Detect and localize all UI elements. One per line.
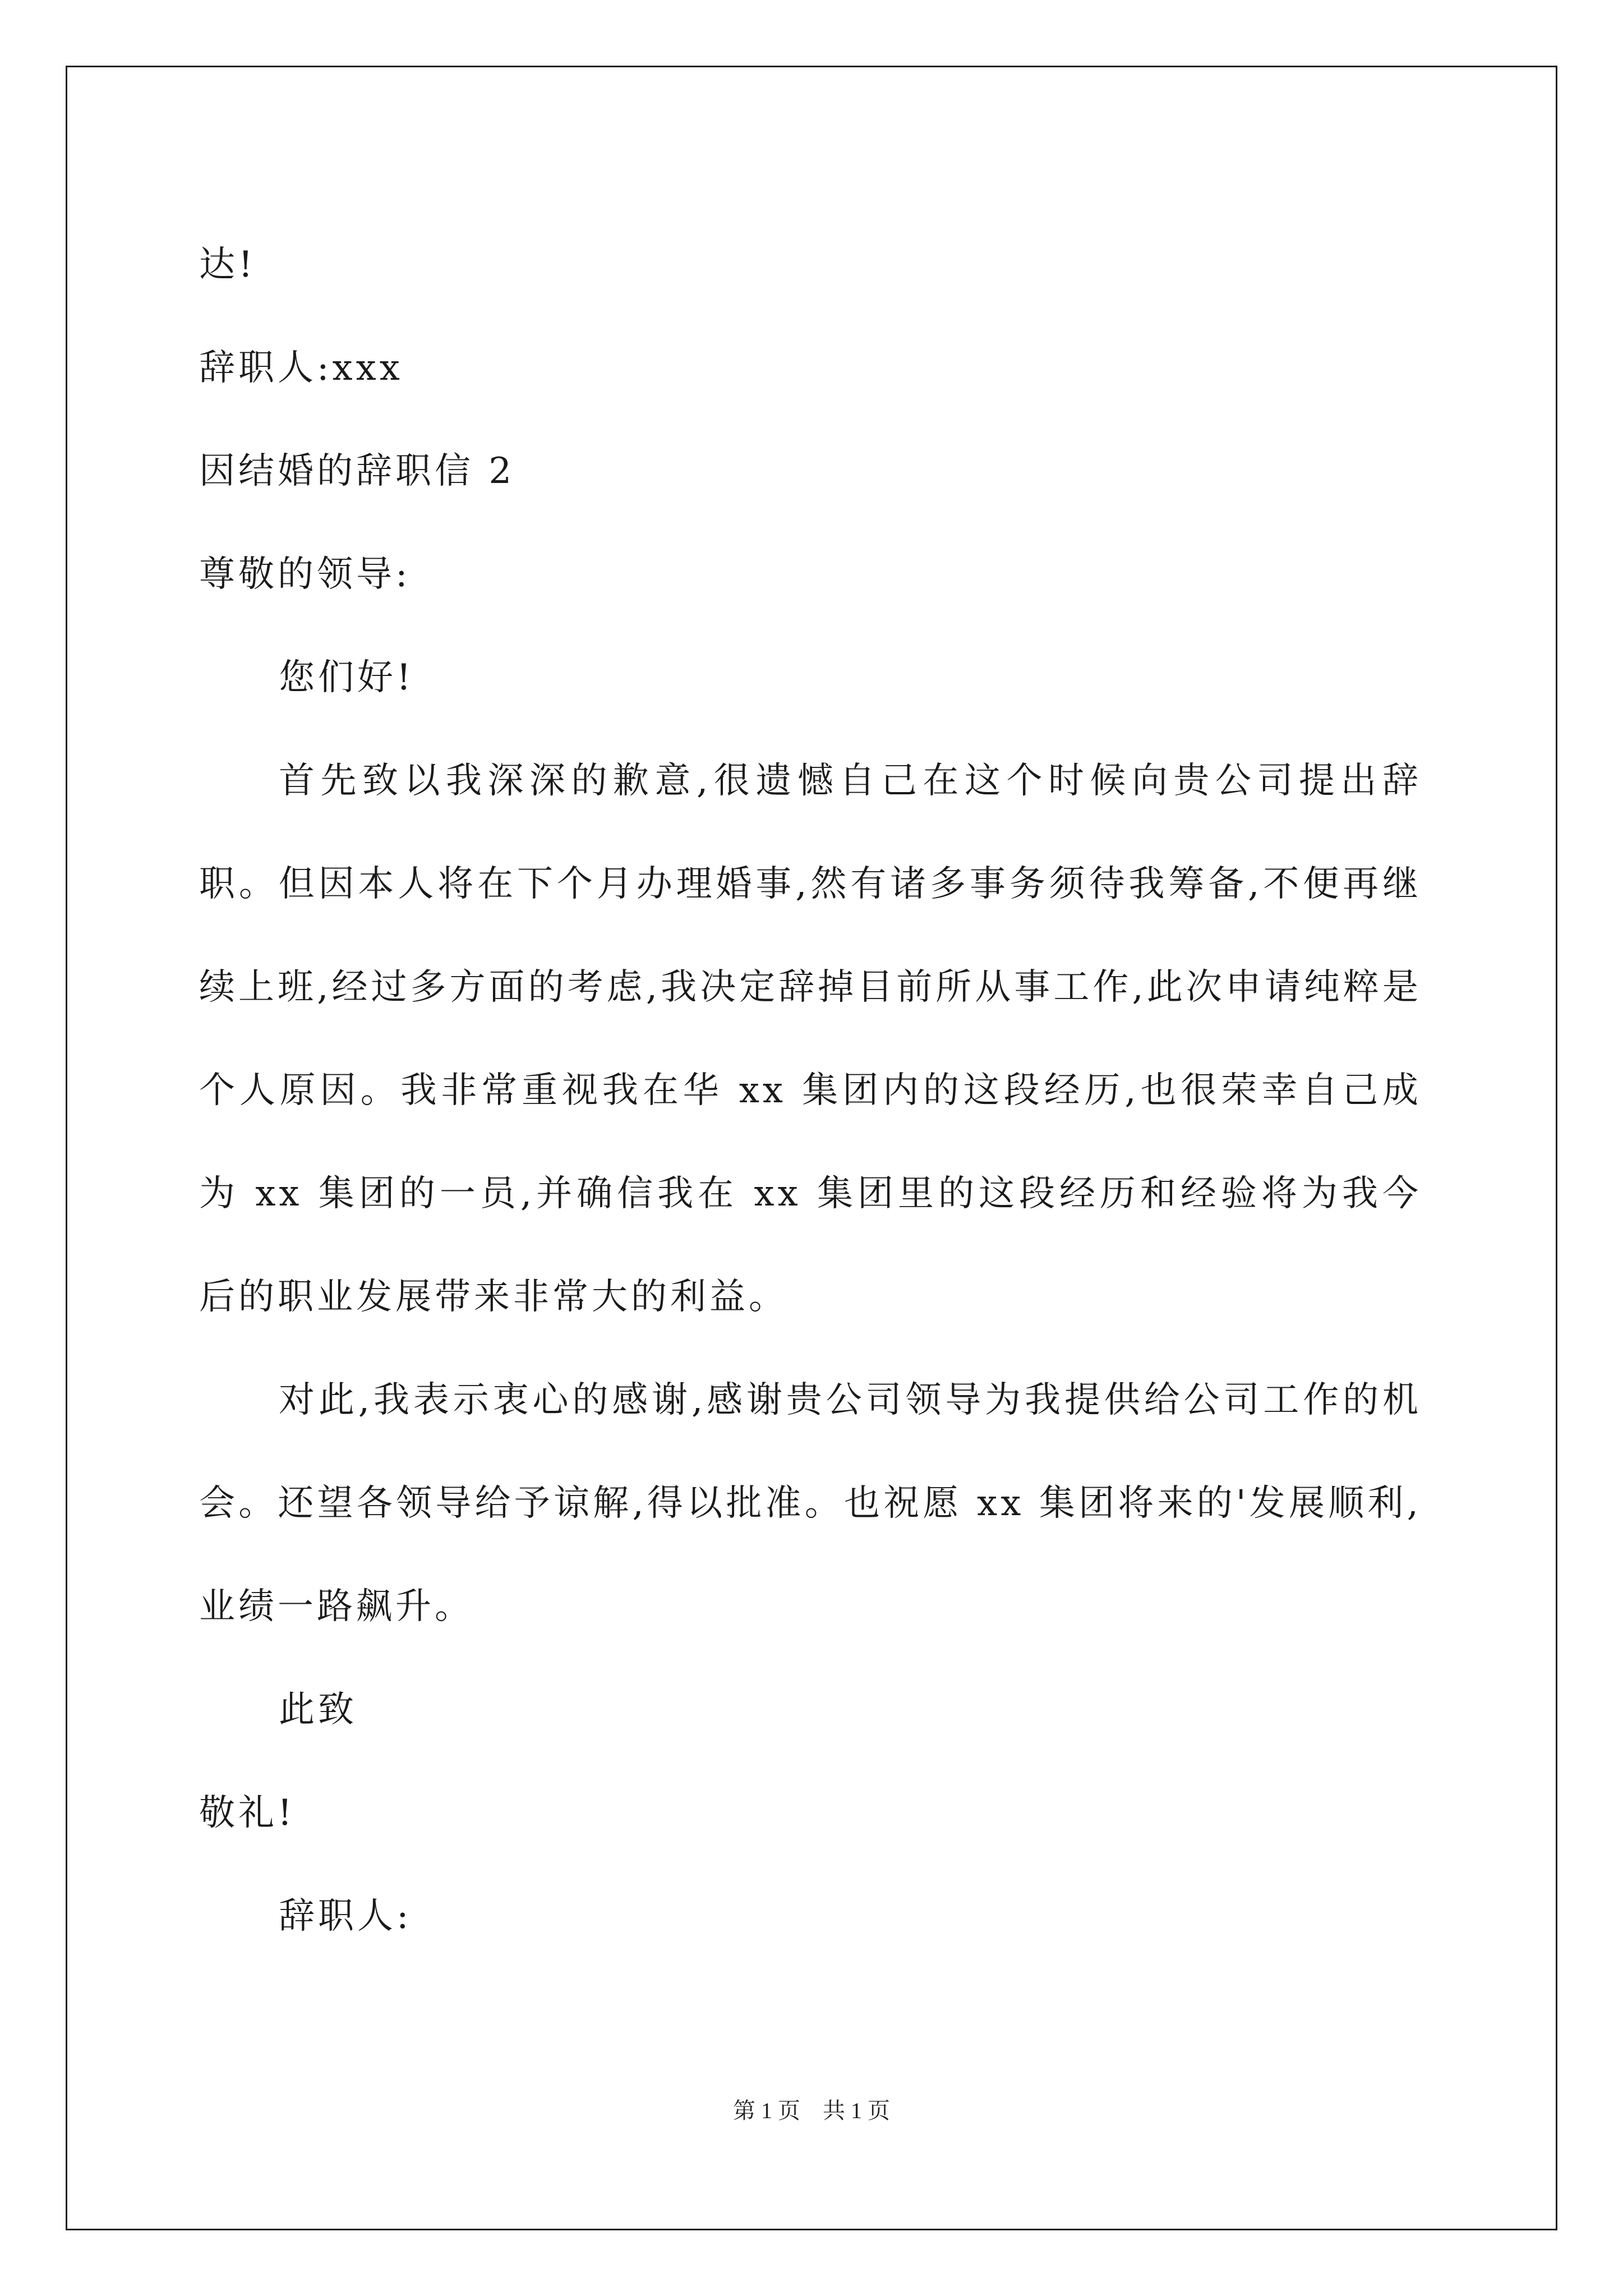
- letter-body: [199, 213, 1422, 1968]
- signer-line-2: 辞职人:: [279, 1895, 412, 1937]
- letter-title: 因结婚的辞职信 2: [199, 450, 515, 492]
- closing-fragment: 达!: [199, 244, 256, 286]
- signer-line-1: 辞职人:xxx: [199, 347, 403, 389]
- page-number: 第 1 页: [733, 2098, 800, 2123]
- paragraph-1: 首先致以我深深的歉意,很遗憾自己在这个时候向贵公司提出辞职。但因本人将在下个月办理婚事,然有诸多事务须待我筹备,不便再继续上班,经过多方面的考虑,我决定辞掉目前所从事工作,此次申请纯粹是个人原因。我非常重视我在华 xx 集团内的这段经历,也很荣幸自己成为 xx 集团的一员,并确信我在 xx 集团里的这段经历和经验将为我今后的职业发展带来非常大的利益。: [199, 760, 1422, 1318]
- page-footer: [0, 2095, 1623, 2127]
- salutation: 尊敬的领导:: [199, 554, 411, 595]
- page-total: 共 1 页: [823, 2098, 890, 2123]
- closing-line-1: 此致: [279, 1689, 357, 1731]
- closing-line-2: 敬礼!: [199, 1792, 296, 1834]
- paragraph-2: 对此,我表示衷心的感谢,感谢贵公司领导为我提供给公司工作的机会。还望各领导给予谅解,得以批准。也祝愿 xx 集团将来的'发展顺利,业绩一路飙升。: [199, 1379, 1422, 1627]
- greeting: 您们好!: [279, 657, 414, 698]
